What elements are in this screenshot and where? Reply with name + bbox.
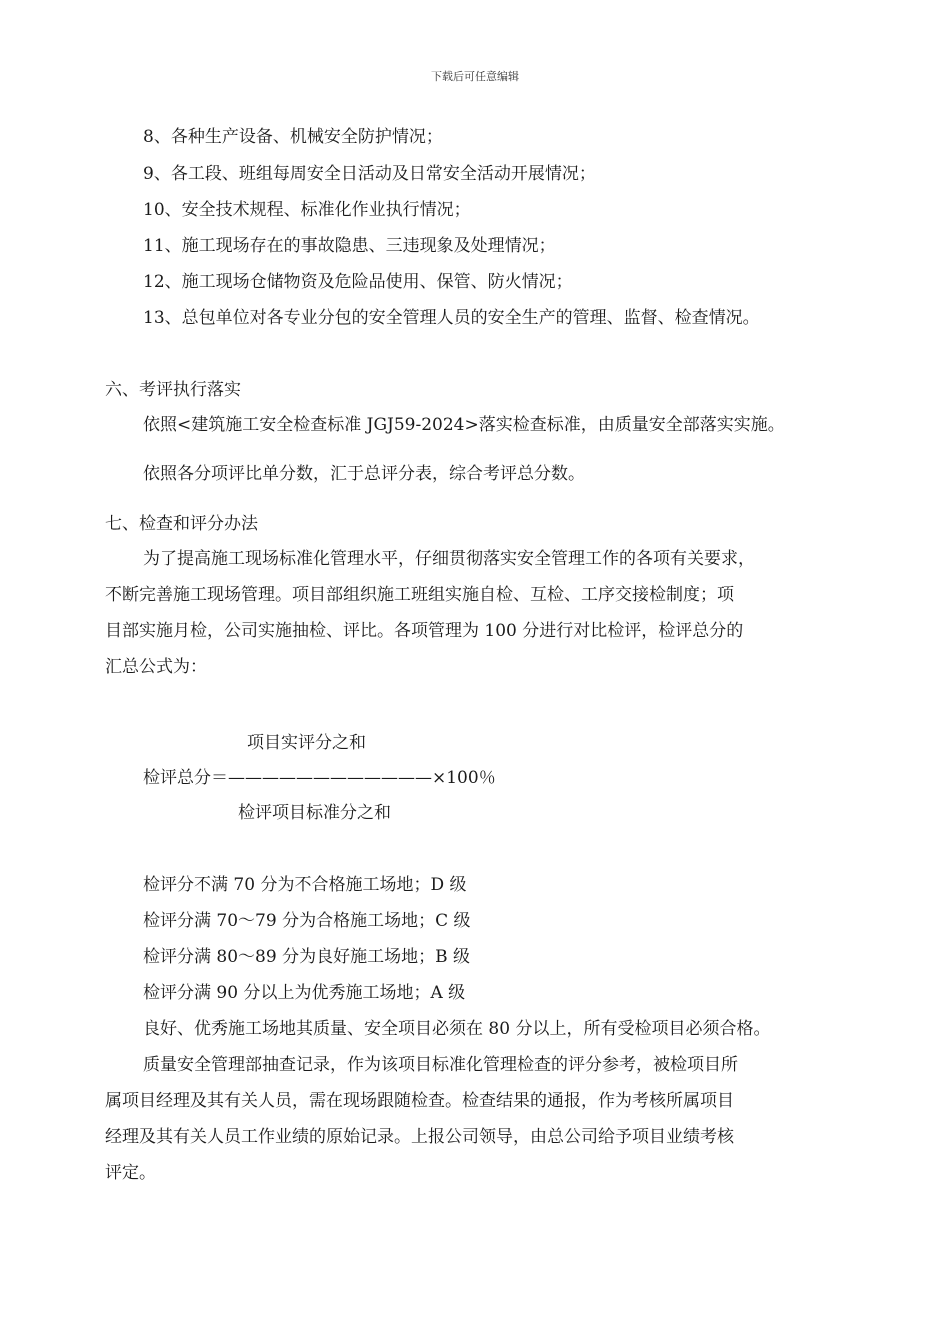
- list-item: 10、安全技术规程、标准化作业执行情况；: [143, 200, 471, 220]
- paragraph-line: 质量安全管理部抽查记录，作为该项目标准化管理检查的评分参考，被检项目所: [143, 1055, 738, 1075]
- grade-line: 检评分满 90 分以上为优秀施工场地；A 级: [143, 983, 466, 1003]
- list-item: 12、施工现场仓储物资及危险品使用、保管、防火情况；: [143, 272, 573, 292]
- list-item: 11、施工现场存在的事故隐患、三违现象及处理情况；: [143, 236, 556, 256]
- grade-line: 检评分不满 70 分为不合格施工场地；D 级: [143, 875, 467, 895]
- list-item: 13、总包单位对各专业分包的安全管理人员的安全生产的管理、监督、检查情况。: [143, 308, 760, 328]
- section-heading: 六、考评执行落实: [105, 380, 241, 400]
- formula-main: 检评总分＝————————————×100％: [143, 768, 496, 788]
- paragraph: 依照<建筑施工安全检查标准 JGJ59-2024>落实检查标准，由质量安全部落实实施。: [143, 415, 785, 435]
- paragraph-line: 目部实施月检，公司实施抽检、评比。各项管理为 100 分进行对比检评，检评总分的: [105, 621, 744, 641]
- grade-line: 检评分满 80～89 分为良好施工场地；B 级: [143, 947, 470, 967]
- grade-line: 良好、优秀施工场地其质量、安全项目必须在 80 分以上，所有受检项目必须合格。: [143, 1019, 771, 1039]
- paragraph-line: 汇总公式为：: [105, 657, 207, 677]
- paragraph: 依照各分项评比单分数，汇于总评分表，综合考评总分数。: [143, 464, 585, 484]
- section-heading: 七、检查和评分办法: [105, 514, 258, 534]
- grade-line: 检评分满 70～79 分为合格施工场地；C 级: [143, 911, 471, 931]
- formula-numerator: 项目实评分之和: [247, 733, 366, 753]
- paragraph-line: 为了提高施工现场标准化管理水平，仔细贯彻落实安全管理工作的各项有关要求，: [143, 549, 755, 569]
- formula-denominator: 检评项目标准分之和: [238, 803, 391, 823]
- list-item: 9、各工段、班组每周安全日活动及日常安全活动开展情况；: [143, 164, 596, 184]
- paragraph-line: 属项目经理及其有关人员，需在现场跟随检查。检查结果的通报，作为考核所属项目: [105, 1091, 734, 1111]
- paragraph-line: 评定。: [105, 1163, 156, 1183]
- page-header: 下载后可任意编辑: [431, 70, 519, 83]
- list-item: 8、各种生产设备、机械安全防护情况；: [143, 127, 443, 147]
- paragraph-line: 不断完善施工现场管理。项目部组织施工班组实施自检、互检、工序交接检制度；项: [105, 585, 734, 605]
- paragraph-line: 经理及其有关人员工作业绩的原始记录。上报公司领导，由总公司给予项目业绩考核: [105, 1127, 734, 1147]
